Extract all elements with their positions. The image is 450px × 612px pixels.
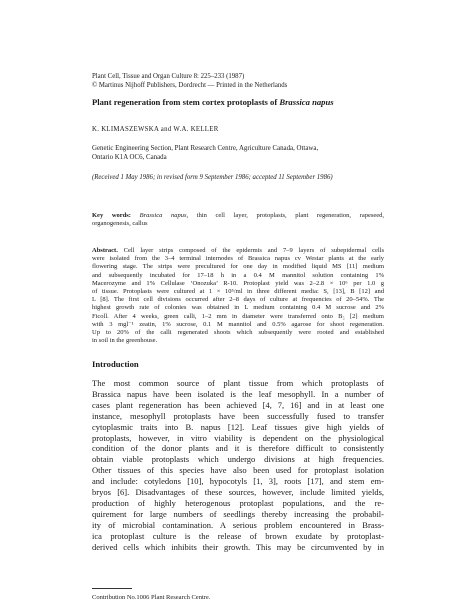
intro-line: obtain viable protoplasts which undergo divisions at high frequencies. bbox=[92, 454, 384, 465]
footnote-rule bbox=[92, 588, 132, 589]
intro-line: quirement for large numbers of seedlings thereby increasing the probabil- bbox=[92, 508, 384, 519]
affiliation-line-1: Genetic Engineering Section, Plant Research Centre, Agriculture Canada, Ottawa, bbox=[92, 145, 319, 152]
abstract-line: of tissue. Protoplasts were cultured at 1 × 10⁵/ml in three different media: S, [13], B [12] and bbox=[92, 288, 384, 296]
section-heading-introduction: Introduction bbox=[92, 359, 139, 369]
journal-line-2: © Martinus Nijhoff Publishers, Dordrecht — Printed in the Netherlands bbox=[92, 81, 288, 89]
abstract bbox=[92, 247, 384, 345]
intro-line: condition of the donor plants and it is therefore difficult to consistently bbox=[92, 443, 384, 454]
title-species: Brassica napus bbox=[279, 97, 334, 107]
keywords bbox=[92, 212, 384, 228]
article-title bbox=[92, 97, 334, 107]
affiliation bbox=[92, 145, 392, 162]
keywords-line-2: organogenesis, callus bbox=[92, 220, 148, 228]
abstract-line: with 3 mgl⁻¹ zeatin, 1% sucrose, 0.1 M mannitol and 0.5% agarose for shoot regeneration. bbox=[92, 320, 384, 328]
introduction-body bbox=[92, 378, 384, 553]
keywords-label: Key words: bbox=[92, 212, 131, 219]
intro-line: ica protoplast culture is the release of brown exudate by protoplast- bbox=[92, 530, 384, 541]
abstract-line: flowering stage. The strips were precultured for one day in modified liquid MS [11] medium bbox=[92, 263, 384, 271]
intro-line: production of highly heterogenous protoplast populations, and the re- bbox=[92, 497, 384, 508]
received-dates: (Received 1 May 1986; in revised form 9 September 1986; accepted 11 September 1986) bbox=[92, 174, 333, 181]
intro-line: and include: cotyledons [10], hypocotyls [1, 3], roots [17], and stem em- bbox=[92, 476, 384, 487]
intro-line: derived cells which inhibits their growth. This may be circumvented by in bbox=[92, 541, 384, 552]
footnote: Contribution No.1006 Plant Research Centre. bbox=[92, 594, 211, 601]
keywords-line-1 bbox=[92, 212, 384, 220]
intro-line: instance, mesophyll protoplasts have been successfully fused to transfer bbox=[92, 410, 384, 421]
abstract-line: in soil in the greenhouse. bbox=[92, 337, 158, 345]
intro-line: cases plant regeneration has been achieved [4, 7, 16] and in at least one bbox=[92, 399, 384, 410]
intro-line: The most common source of plant tissue from which protoplasts of bbox=[92, 378, 384, 388]
intro-line: ity of microbial contamination. A serious problem encountered in Brass- bbox=[92, 519, 384, 530]
intro-line: Other tissues of this species have also been used for protoplast isolation bbox=[92, 465, 384, 476]
keywords-species: Brassica napus bbox=[139, 212, 187, 219]
affiliation-line-2: Ontario K1A OC6, Canada bbox=[92, 153, 167, 161]
abstract-line: Macerozyme and 1% Cellulase ‘Onozuka’ R-10. Protoplast yield was 2–2.8 × 10⁶ per 1.0 g bbox=[92, 279, 384, 287]
abstract-line: were isolated from the 3–4 terminal internodes of Brassica napus cv Westar plants at the early bbox=[92, 255, 384, 263]
journal-citation bbox=[92, 73, 287, 90]
keywords-rest: , thin cell layer, protoplasts, plant regeneration, rapeseed, bbox=[186, 212, 385, 219]
intro-line: protoplasts, however, in vitro viability is dependent on the physiological bbox=[92, 432, 384, 443]
abstract-line: L [8]. The first cell divisions occurred after 2–8 days of culture at frequencies of 20–54%. The bbox=[92, 296, 384, 304]
intro-line: bryos [6]. Disadvantages of these sources, however, include limited yields, bbox=[92, 487, 384, 498]
abstract-line: highest growth rate of colonies was obtained in L medium containing 0.4 M sucrose and 2% bbox=[92, 304, 384, 312]
journal-line-1: Plant Cell, Tissue and Organ Culture 8: 225–233 (1987) bbox=[92, 73, 245, 80]
title-main: Plant regeneration from stem cortex protoplasts of bbox=[92, 97, 280, 107]
abstract-line: Up to 20% of the calli regenerated shoots which subsequently were rooted and established bbox=[92, 329, 384, 337]
authors: K. KLIMASZEWSKA and W.A. KELLER bbox=[92, 126, 219, 133]
abstract-line: and subsequently incubated for 17–18 h in a 0.4 M mannitol solution containing 1% bbox=[92, 271, 384, 279]
intro-line: Brassica napus have been isolated is the leaf mesophyll. In a number of bbox=[92, 388, 384, 399]
abstract-line: Ficoll. After 4 weeks, green calli, 1–2 mm in diameter were transferred onto B₅ [2] medium bbox=[92, 312, 384, 320]
intro-line: cytoplasmic traits into B. napus [12]. Leaf tissues give high yields of bbox=[92, 421, 384, 432]
abstract-label: Abstract. bbox=[92, 247, 118, 254]
abstract-line: Abstract. Cell layer strips composed of the epidermis and 7–9 layers of subepidermal cells bbox=[92, 247, 384, 254]
